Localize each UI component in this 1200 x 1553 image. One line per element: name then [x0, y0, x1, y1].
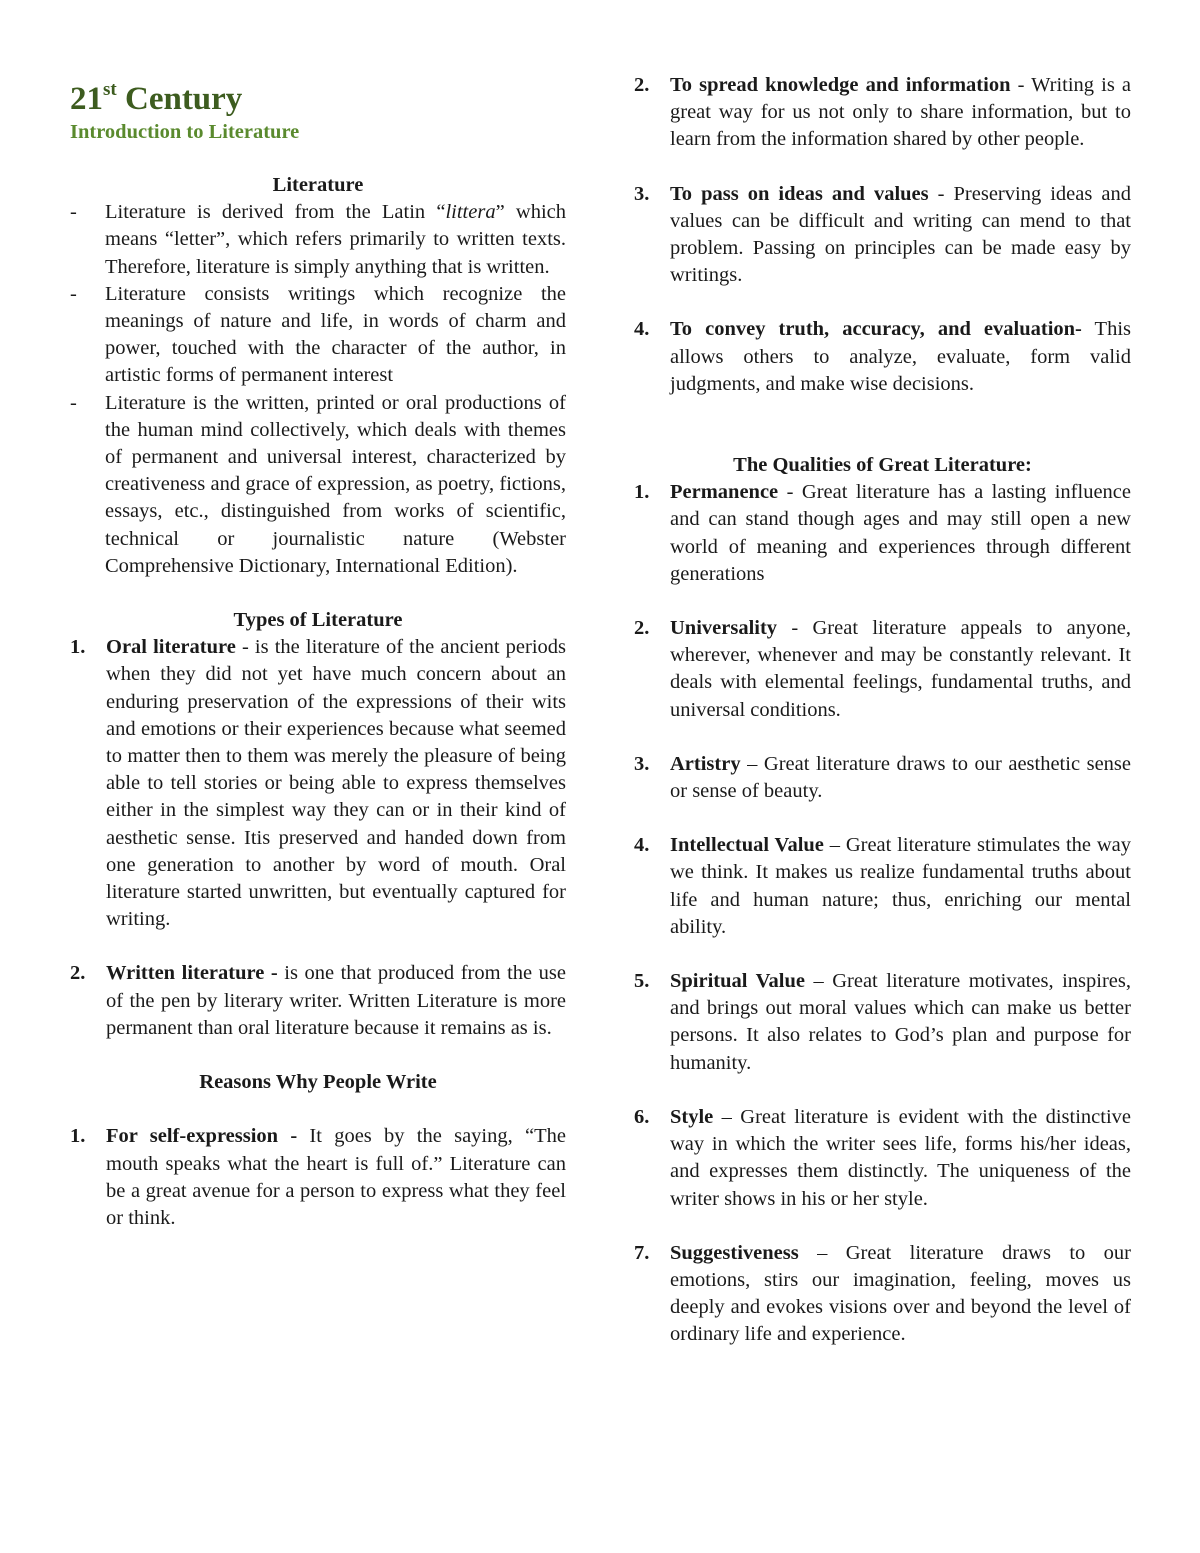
- list-item: 3. Artistry – Great literature draws to our aesthetic sense or sense of beauty.: [634, 752, 1131, 803]
- list-item: 7. Suggestiveness – Great literature draws to our emotions, stirs our imagination, feeling, moves us deeply and evokes visions over and beyond the level of ordinary life and experience.: [634, 1241, 1131, 1346]
- term-label: Written literature -: [106, 962, 278, 985]
- term-label: Oral literature: [106, 636, 236, 659]
- list-item: 1. Permanence - Great literature has a lasting influence and can stand though ages and may still open a new world of meaning and experiences through different generations: [634, 481, 1131, 585]
- dash-marker: -: [70, 391, 77, 414]
- term-label: Intellectual Value: [670, 834, 824, 857]
- literature-definition-3: - Literature is the written, printed or oral productions of the human mind collectively, which deals with themes of permanent and universal interest, characterized by creativeness and grace of expression, as poetry, fictions, essays, etc., distinguished from works of scientific, technical or journalistic nature (Webster Comprehensive Dictionary, International Edition).: [70, 391, 566, 577]
- term-label: Universality: [670, 617, 778, 640]
- term-label: To convey truth, accuracy, and evaluation-: [670, 318, 1082, 341]
- list-item: 3. To pass on ideas and values - Preserving ideas and values can be difficult and writing can mend to that problem. Passing on principles can be made easy by writings.: [634, 182, 1131, 287]
- right-column: [634, 72, 1131, 1349]
- term-label: Style: [670, 1105, 714, 1128]
- left-column: [70, 72, 566, 1232]
- list-item: 4. Intellectual Value – Great literature stimulates the way we think. It makes us realize fundamental truths about life and human nature; thus, enriching our mental ability.: [634, 834, 1131, 938]
- term-label: Spiritual Value: [670, 970, 805, 993]
- term-label: Artistry: [670, 752, 741, 775]
- section-heading-qualities: The Qualities of Great Literature:: [733, 454, 1032, 477]
- list-item: 2. Universality - Great literature appeals to anyone, wherever, whenever and may be constantly relevant. It deals with elemental feelings, fundamental truths, and universal conditions.: [634, 617, 1131, 721]
- section-heading-types: Types of Literature: [233, 609, 403, 632]
- dash-marker: -: [70, 282, 77, 305]
- page-subtitle: Introduction to Literature: [70, 121, 300, 143]
- latin-term: littera: [445, 201, 496, 224]
- term-label: For self-expression -: [106, 1125, 298, 1148]
- literature-definition-1: - Literature is derived from the Latin “littera” which means “letter”, which refers primarily to written texts. Therefore, literature is simply anything that is written.: [70, 201, 566, 278]
- dash-marker: -: [70, 201, 77, 224]
- term-label: Suggestiveness: [670, 1241, 799, 1264]
- section-heading-literature: Literature: [272, 174, 364, 196]
- list-item: 6. Style – Great literature is evident with the distinctive way in which the writer sees life, forms his/her ideas, and expresses them distinctly. The uniqueness of the writer shows in his or her style.: [634, 1105, 1131, 1210]
- title-superscript: st: [103, 79, 117, 100]
- term-label: To pass on ideas and values: [670, 182, 929, 205]
- list-item: 4. To convey truth, accuracy, and evaluation- This allows others to analyze, evaluate, form valid judgments, and make wise decisions.: [634, 318, 1132, 395]
- list-item: 5. Spiritual Value – Great literature motivates, inspires, and brings out moral values which can make us better persons. It also relates to God’s plan and purpose for humanity.: [634, 970, 1131, 1074]
- section-heading-reasons: Reasons Why People Write: [199, 1071, 437, 1094]
- page-title: 21st Century: [70, 79, 243, 117]
- list-item: 2. Written literature - is one that produced from the use of the pen by literary writer. Written Literature is more permanent than oral literature because it remains as is.: [70, 962, 567, 1039]
- literature-definition-2: - Literature consists writings which recognize the meanings of nature and life, in words of charm and power, touched with the character of the author, in artistic forms of permanent interest: [70, 282, 566, 387]
- term-label: To spread knowledge and information: [670, 74, 1011, 96]
- list-item: 1. Oral literature - is the literature of the ancient periods when they did not yet have much concern about an enduring preservation of the expressions of their wits and emotions or their experiences because what seemed to matter then to them was merely the pleasure of being able to tell stories or being able to express themselves either in the simplest way they can or in their kind of aesthetic sense. Itis preserved and handed down from one generation to another by word of mouth. Oral literature started unwritten, but eventually captured for writing.: [70, 636, 567, 931]
- list-item: 2. To spread knowledge and information - Writing is a great way for us not only to share information, but to learn from the information shared by other people.: [634, 74, 1132, 151]
- term-label: Permanence: [670, 481, 779, 504]
- list-item: 1. For self-expression - It goes by the saying, “The mouth speaks what the heart is full of.” Literature can be a great avenue for a person to express what they feel or think.: [70, 1125, 566, 1229]
